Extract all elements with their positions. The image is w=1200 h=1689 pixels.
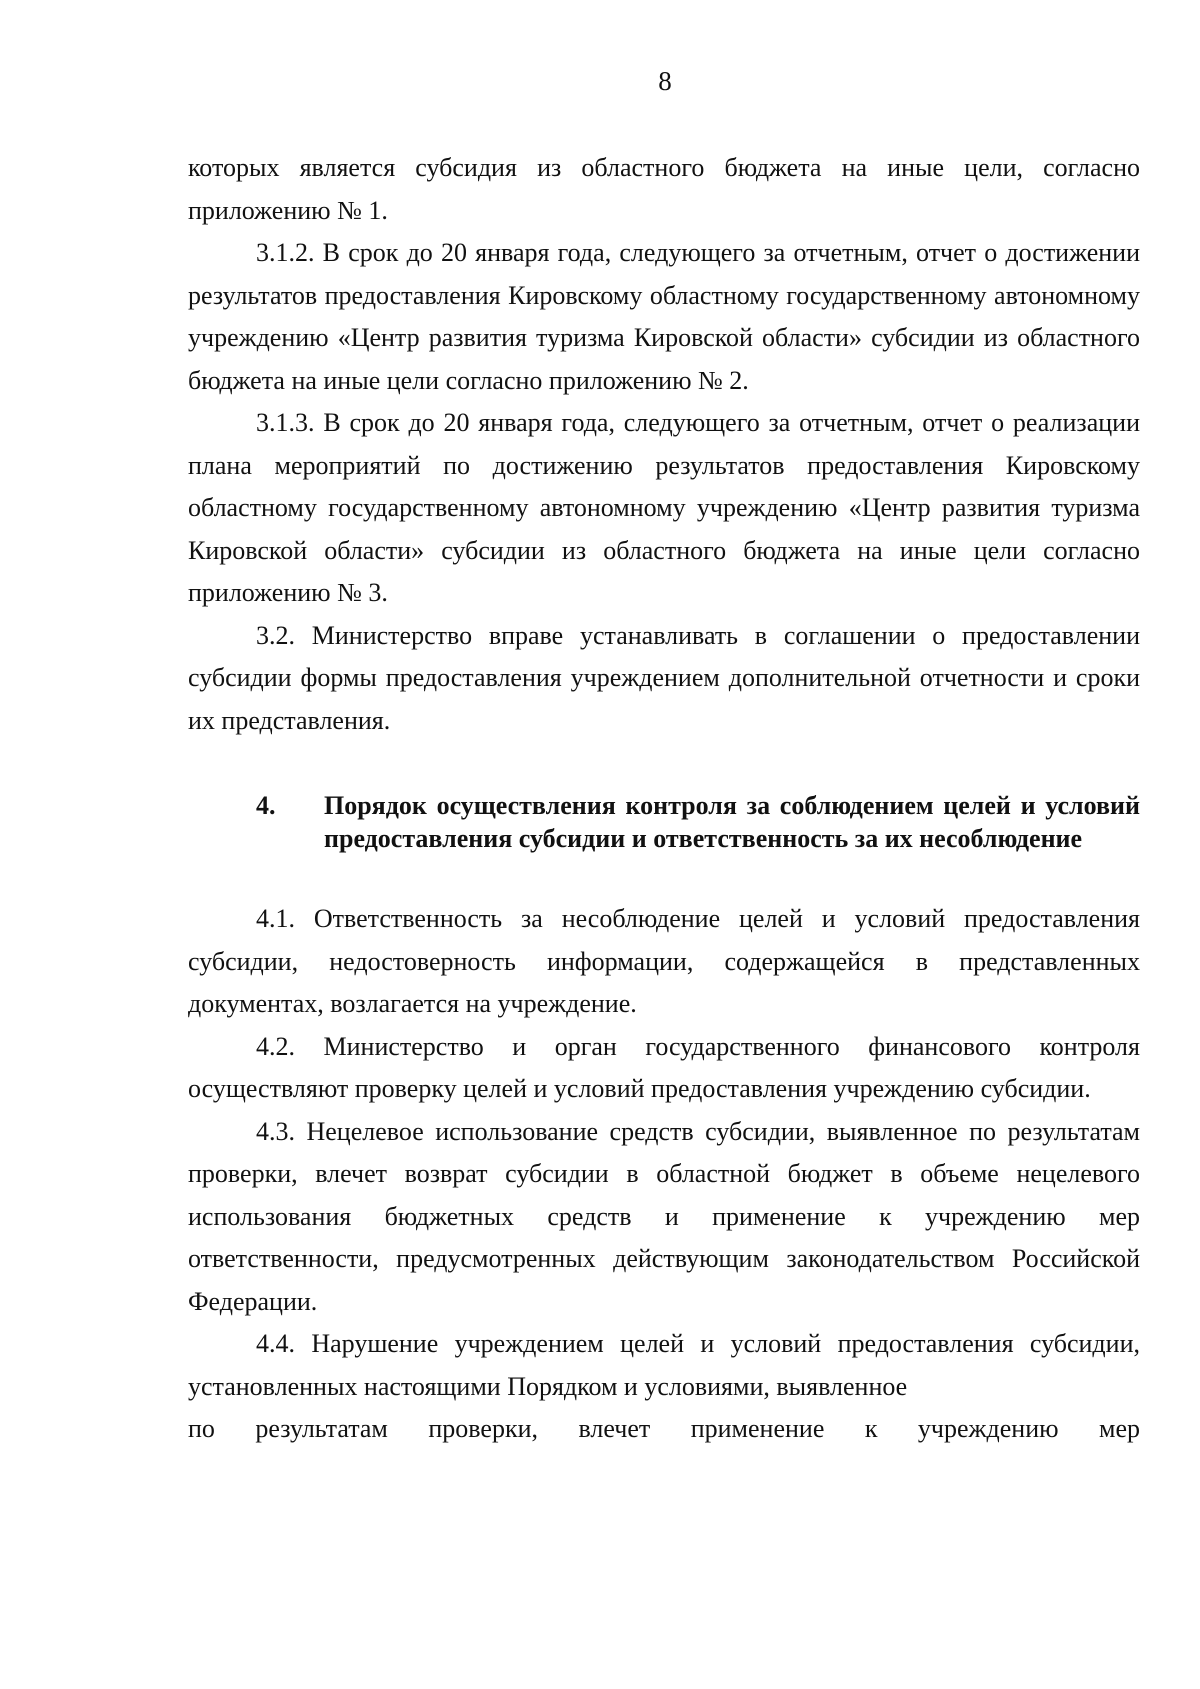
section-number: 4. — [256, 791, 276, 820]
paragraph: 4.1. Ответственность за несоблюдение целей и условий предоставления субсидии, недостоверность информации, содержащейся в представленных документах, возлагается на учреждение. — [188, 904, 1140, 1018]
paragraph: 4.2. Министерство и орган государственного финансового контроля осуществляют проверку целей и условий предоставления учреждению субсидии. — [188, 1031, 1140, 1103]
paragraph: 3.1.2. В срок до 20 января года, следующего за отчетным, отчет о достижении результатов предоставления Кировскому областному государственному автономному учреждению «Центр развития туризма Кировской области» субсидии из областного бюджета на иные цели согласно приложению № 2. — [188, 238, 1140, 395]
paragraph: 3.2. Министерство вправе устанавливать в соглашении о предоставлении субсидии формы предоставления учреждением дополнительной отчетности и сроки их представления. — [188, 620, 1140, 735]
paragraph: которых является субсидия из областного бюджета на иные цели, согласно приложению № 1. — [188, 153, 1140, 225]
paragraph-continuation: по результатам проверки, влечет применение к учреждению мер — [188, 1414, 1140, 1443]
paragraph: 4.4. Нарушение учреждением целей и условий предоставления субсидии, установленных настоящими Порядком и условиями, выявленное — [188, 1329, 1140, 1401]
section-title: Порядок осуществления контроля за соблюдением целей и условий предоставления субсидии и ответственность за их несоблюдение — [324, 791, 1140, 853]
page-number: 8 — [658, 66, 672, 96]
document-body — [188, 147, 1140, 1451]
paragraph: 3.1.3. В срок до 20 января года, следующего за отчетным, отчет о реализации плана мероприятий по достижению результатов предоставления Кировскому областному государственному автономному учреждению «Центр развития туризма Кировской области» субсидии из областного бюджета на иные цели согласно приложению № 3. — [188, 408, 1140, 607]
paragraph: 4.3. Нецелевое использование средств субсидии, выявленное по результатам проверки, влечет возврат субсидии в областной бюджет в объеме нецелевого использования бюджетных средств и применение к учреждению мер ответственности, предусмотренных действующим законодательством Российской Федерации. — [188, 1116, 1140, 1316]
section-heading — [188, 789, 1140, 855]
